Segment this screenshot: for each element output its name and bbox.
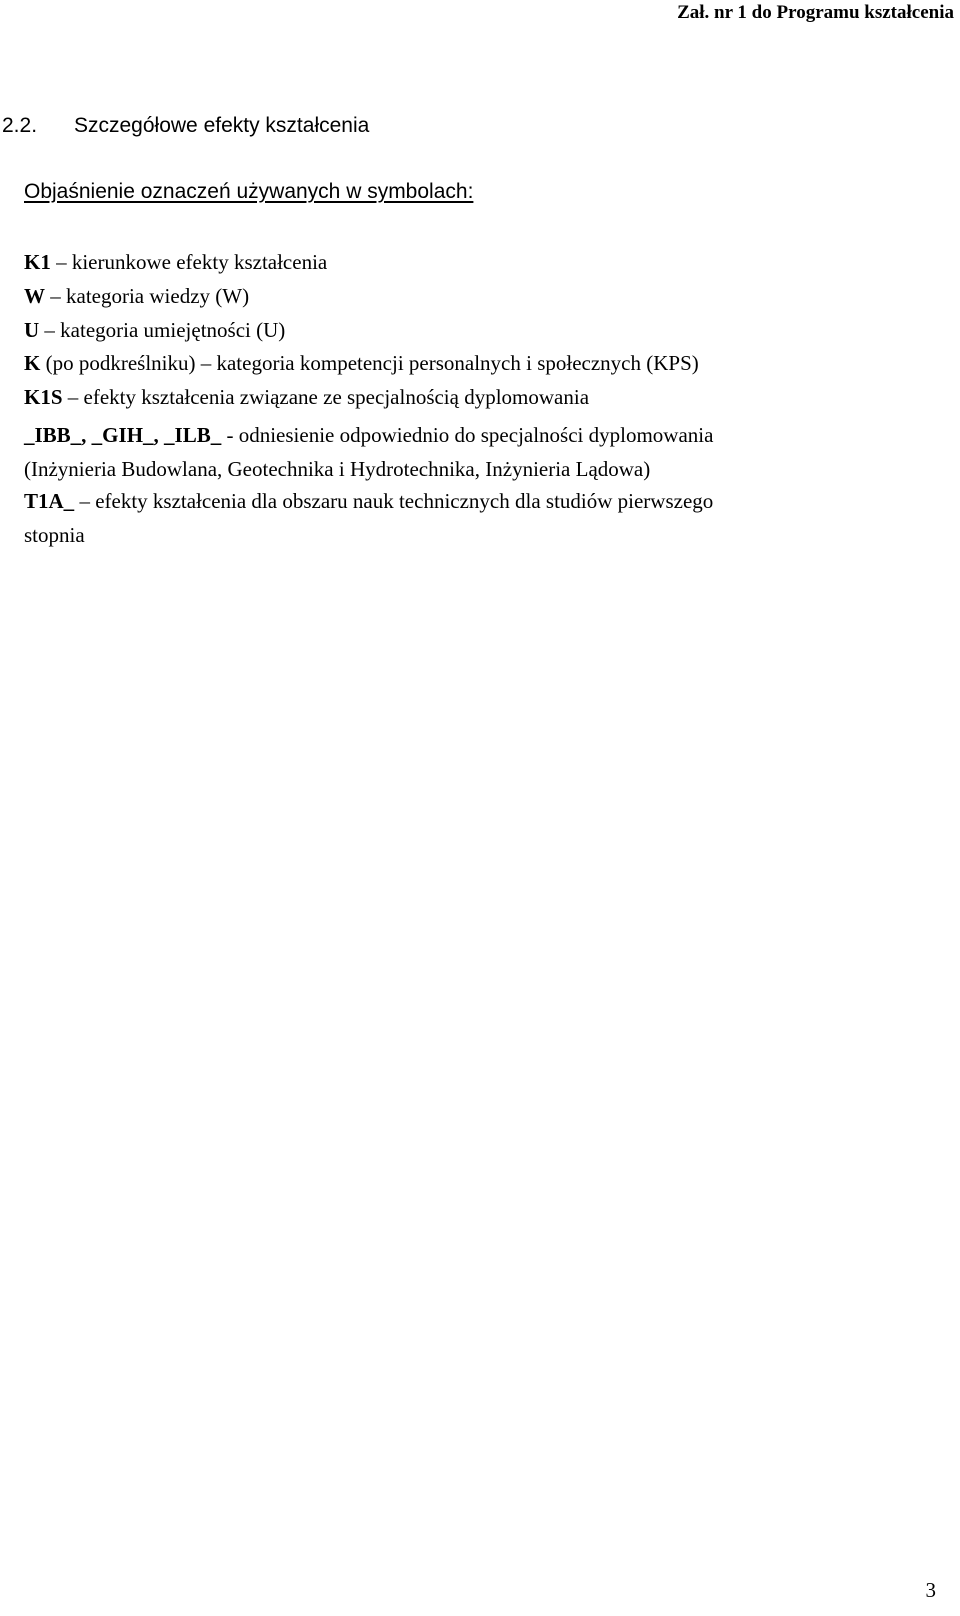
legend-continuation: (Inżynieria Budowlana, Geotechnika i Hydrotechnika, Inżynieria Lądowa) <box>24 457 651 481</box>
section-number: 2.2. <box>2 114 38 137</box>
legend-item-k <box>24 347 944 381</box>
legend-symbol: U <box>24 317 40 342</box>
legend-item-u <box>24 314 944 348</box>
legend-continuation: stopnia <box>24 523 85 547</box>
legend-symbol: T1A_ <box>24 489 75 513</box>
legend-description: (po podkreślniku) – kategoria kompetencji personalnych i społecznych (KPS) <box>40 351 699 376</box>
legend-item-specialization <box>24 418 944 486</box>
legend-symbol: K1S <box>24 385 63 410</box>
section-heading <box>2 114 369 138</box>
legend-symbol: W <box>24 283 45 308</box>
section-title: Szczegółowe efekty kształcenia <box>74 114 370 137</box>
legend-item-w <box>24 280 944 314</box>
page-number: 3 <box>925 1578 936 1602</box>
legend-item-t1a <box>24 484 944 552</box>
legend-item-k1 <box>24 246 944 280</box>
legend-description: – kierunkowe efekty kształcenia <box>50 250 328 274</box>
legend-description: – efekty kształcenia dla obszaru nauk technicznych dla studiów pierwszego <box>74 489 714 513</box>
legend-symbol: _IBB_, _GIH_, _ILB_ <box>24 423 222 447</box>
annex-note: Zał. nr 1 do Programu kształcenia <box>677 2 954 23</box>
legend-description: – kategoria wiedzy (W) <box>45 283 250 308</box>
legend-symbol: K1 <box>24 250 51 274</box>
legend-symbol: K <box>24 351 41 376</box>
legend-description: – kategoria umiejętności (U) <box>39 317 286 342</box>
legend-description: - odniesienie odpowiednio do specjalności dyplomowania <box>221 423 714 447</box>
legend-description: – efekty kształcenia związane ze specjalnością dyplomowania <box>62 385 590 410</box>
symbol-legend <box>24 246 944 415</box>
legend-heading: Objaśnienie oznaczeń używanych w symbolach: <box>24 180 474 203</box>
legend-item-k1s <box>24 381 944 415</box>
